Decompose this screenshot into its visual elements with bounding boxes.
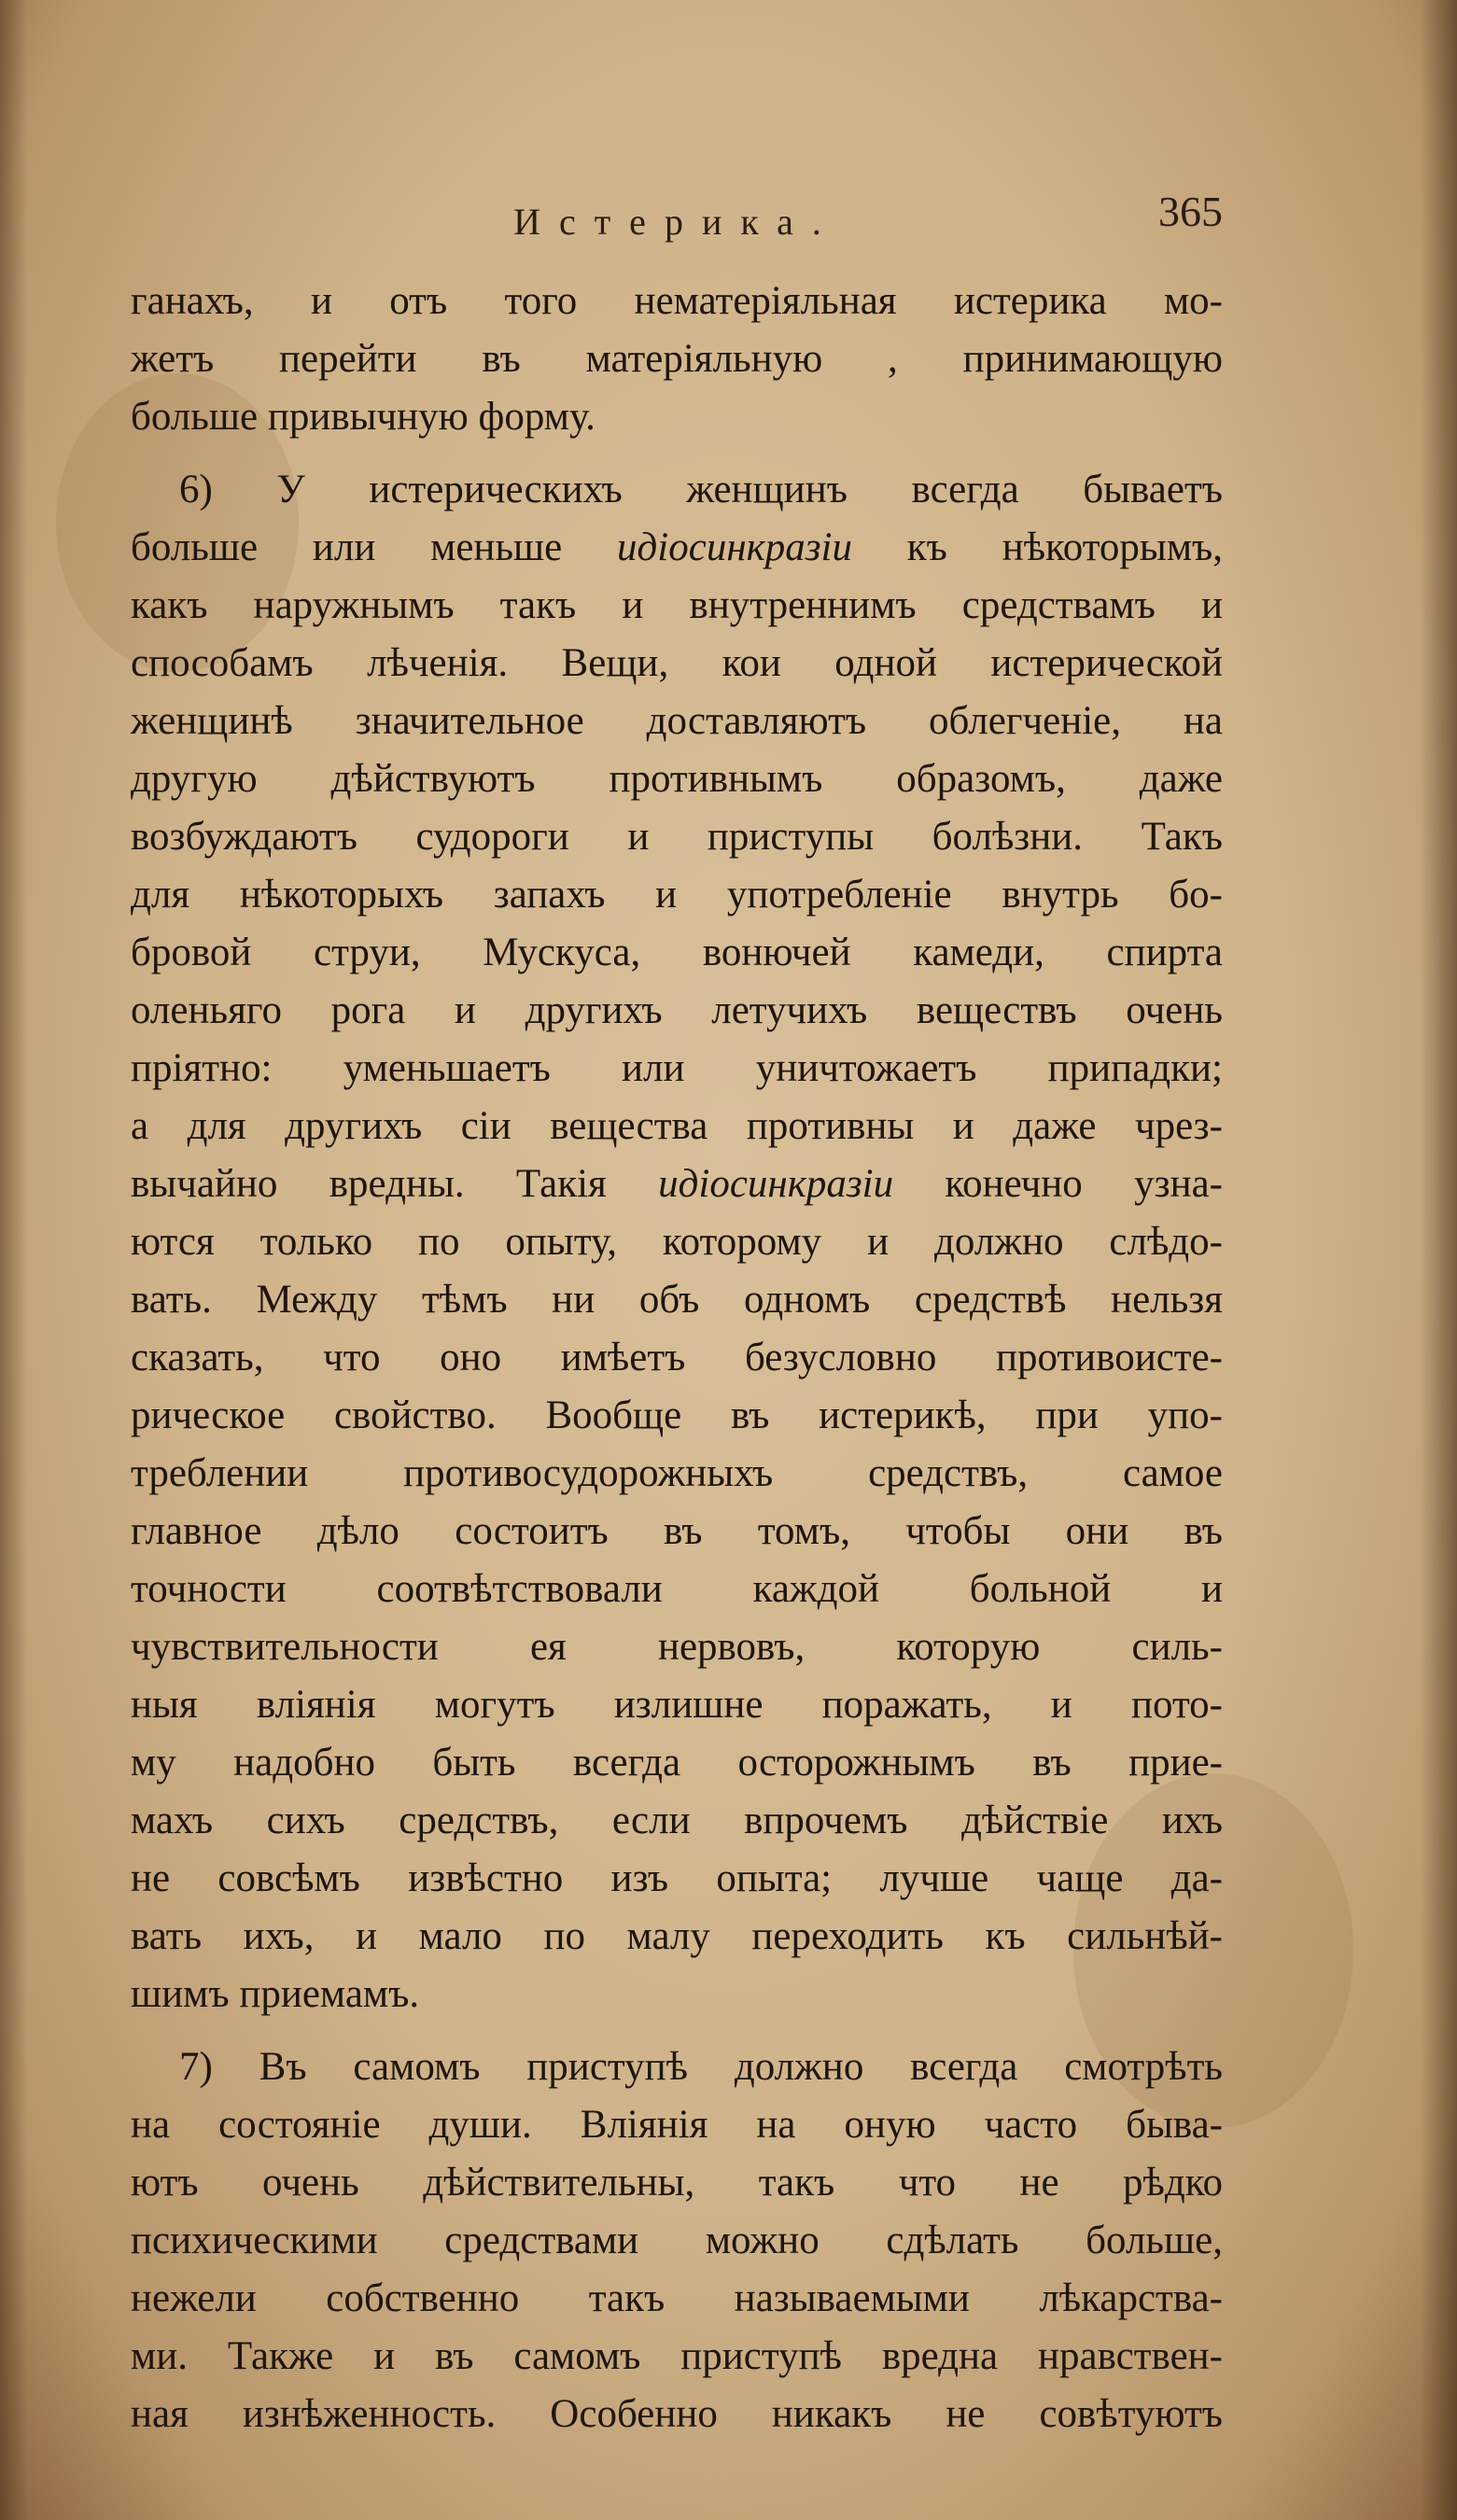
italic-term: идіосинкразіи (617, 525, 852, 569)
text-line (131, 2154, 1223, 2212)
text-segment: оленьяго рога и другихъ летучихъ веществъ очень (131, 988, 1223, 1032)
text-line (131, 808, 1223, 866)
page-left-shadow (0, 0, 28, 2520)
text-line (131, 1329, 1223, 1387)
text-line (131, 1618, 1223, 1676)
text-segment: больше привычную форму. (131, 395, 595, 439)
text-segment: 6) У истерическихъ женщинъ всегда бываетъ (179, 468, 1223, 511)
text-segment: больше или меньше (131, 525, 618, 569)
page-right-shadow (1420, 0, 1457, 2520)
text-line (131, 519, 1223, 577)
page-header (131, 187, 1223, 261)
text-line (131, 2096, 1223, 2154)
text-line (131, 1503, 1223, 1561)
text-segment: махъ сихъ средствъ, если впрочемъ дѣйствіе ихъ (131, 1799, 1223, 1842)
text-segment: ныя вліянія могутъ излишне поражать, и пото- (131, 1683, 1223, 1727)
text-segment: 7) Въ самомъ приступѣ должно всегда смотрѣть (179, 2045, 1223, 2089)
running-title: Истерика. (513, 201, 840, 243)
text-segment: му надобно быть всегда осторожнымъ въ прие- (131, 1741, 1223, 1785)
text-segment: сказать, что оно имѣетъ безусловно противоисте- (131, 1336, 1223, 1379)
text-line (131, 330, 1223, 388)
text-segment: главное дѣло состоитъ въ томъ, чтобы они въ (131, 1509, 1223, 1553)
text-line (131, 982, 1223, 1040)
text-segment: къ нѣкоторымъ, (852, 525, 1224, 569)
text-segment: какъ наружнымъ такъ и внутреннимъ средствамъ и (131, 583, 1223, 627)
text-segment: другую дѣйствуютъ противнымъ образомъ, даже (131, 757, 1223, 801)
text-segment: женщинѣ значительное доставляютъ облегченіе, на (131, 699, 1223, 743)
text-line (131, 750, 1223, 808)
text-line (131, 1098, 1223, 1155)
text-line (131, 693, 1223, 750)
text-segment: ганахъ, и отъ того нематеріяльная истерика мо- (131, 279, 1223, 323)
text-line (131, 1734, 1223, 1792)
text-line (131, 1387, 1223, 1445)
text-segment: жетъ перейти въ матеріяльную , принимающую (131, 337, 1223, 381)
text-line (131, 1445, 1223, 1503)
text-segment: нежели собственно такъ называемыми лѣкарства- (131, 2276, 1223, 2320)
text-segment: чувствительности ея нервовъ, которую силь- (131, 1625, 1223, 1669)
text-segment: вать. Между тѣмъ ни объ одномъ средствѣ нельзя (131, 1278, 1223, 1322)
text-line (131, 866, 1223, 924)
text-segment: рическое свойство. Вообще въ истерикѣ, при упо- (131, 1393, 1223, 1437)
text-line (131, 461, 1223, 519)
text-line (131, 1966, 1223, 2023)
text-line (131, 577, 1223, 635)
text-line (131, 1213, 1223, 1271)
text-segment: ная изнѣженность. Особенно никакъ не совѣтуютъ (131, 2392, 1223, 2436)
text-segment: психическими средствами можно сдѣлать больше, (131, 2219, 1223, 2262)
text-line (131, 1908, 1223, 1966)
text-segment: ются только по опыту, которому и должно слѣдо- (131, 1220, 1223, 1264)
text-segment: вычайно вредны. Такія (131, 1162, 659, 1206)
text-line (131, 273, 1223, 330)
text-segment: ютъ очень дѣйствительны, такъ что не рѣдко (131, 2161, 1223, 2205)
text-segment: шимъ приемамъ. (131, 1972, 420, 2016)
text-line (131, 388, 1223, 446)
text-line (131, 635, 1223, 693)
italic-term: идіосинкразіи (658, 1162, 894, 1206)
text-line (131, 1155, 1223, 1213)
text-segment: конечно узна- (893, 1162, 1223, 1206)
text-segment: треблении противосудорожныхъ средствъ, самое (131, 1451, 1223, 1495)
text-segment: вать ихъ, и мало по малу переходить къ сильнѣй- (131, 1914, 1223, 1958)
text-line (131, 1792, 1223, 1850)
text-segment: на состояніе души. Вліянія на оную часто быва- (131, 2103, 1223, 2147)
text-line (131, 2328, 1223, 2386)
text-segment: пріятно: уменьшаетъ или уничтожаетъ припадки; (131, 1046, 1223, 1090)
text-line (131, 1850, 1223, 1908)
text-line (131, 2386, 1223, 2443)
text-segment: а для другихъ сіи вещества противны и даже чрез- (131, 1104, 1223, 1148)
text-segment: возбуждаютъ судороги и приступы болѣзни. Такъ (131, 815, 1223, 859)
text-line (131, 924, 1223, 982)
text-segment: не совсѣмъ извѣстно изъ опыта; лучше чаще да- (131, 1856, 1223, 1900)
text-line (131, 1040, 1223, 1098)
body-text (131, 273, 1223, 2443)
text-segment: бровой струи, Мускуса, вонючей камеди, спирта (131, 931, 1223, 974)
text-segment: точности соотвѣтствовали каждой больной и (131, 1567, 1223, 1611)
text-segment: способамъ лѣченія. Вещи, кои одной истерической (131, 641, 1223, 685)
text-segment: для нѣкоторыхъ запахъ и употребленіе внутрь бо- (131, 873, 1223, 917)
text-segment: ми. Также и въ самомъ приступѣ вредна нравствен- (131, 2334, 1223, 2378)
text-line (131, 1271, 1223, 1329)
page-number: 365 (1158, 188, 1223, 235)
text-line (131, 2212, 1223, 2270)
text-line (131, 1676, 1223, 1734)
text-line (131, 2038, 1223, 2096)
text-line (131, 2270, 1223, 2328)
text-line (131, 1561, 1223, 1618)
